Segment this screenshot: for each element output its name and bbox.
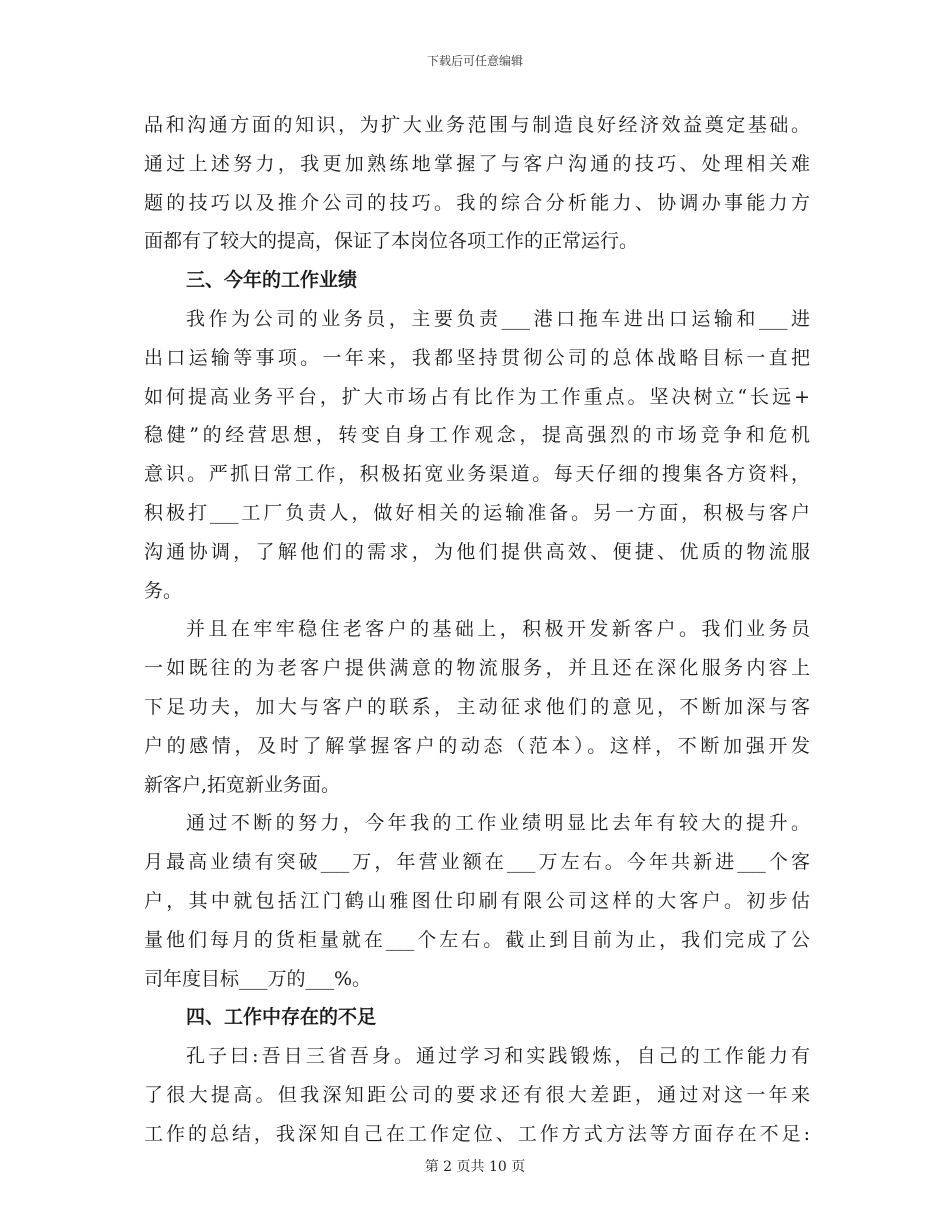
text-line: 稳健”的经营思想，转变自身工作观念，提高强烈的市场竞争和危机 xyxy=(144,424,810,447)
text-line: 题的技巧以及推介公司的技巧。我的综合分析能力、协调办事能力方 xyxy=(144,191,810,214)
text-line: 积极打___工厂负责人，做好相关的运输准备。另一方面，积极与客户 xyxy=(144,501,810,524)
text-line: 通过上述努力，我更加熟练地掌握了与客户沟通的技巧、处理相关难 xyxy=(144,152,810,175)
section-heading: 四、工作中存在的不足 xyxy=(186,1006,377,1029)
text-line: 月最高业绩有突破___万，年营业额在___万左右。今年共新进___个客 xyxy=(144,851,810,874)
text-line: 出口运输等事项。一年来，我都坚持贯彻公司的总体战略目标一直把 xyxy=(144,346,810,369)
text-line: 了很大提高。但我深知距公司的要求还有很大差距，通过对这一年来 xyxy=(144,1083,810,1106)
text-line: 如何提高业务平台，扩大市场占有比作为工作重点。坚决树立“长远+ xyxy=(144,385,810,408)
text-line: 品和沟通方面的知识，为扩大业务范围与制造良好经济效益奠定基础。 xyxy=(144,114,810,136)
text-line: 户的感情，及时了解掌握客户的动态（范本）。这样，不断加强开发 xyxy=(144,734,810,757)
text-line: 新客户,拓宽新业务面。 xyxy=(144,773,341,796)
text-line: 我作为公司的业务员，主要负责___港口拖车进出口运输和___进 xyxy=(186,307,810,330)
page-number: 第 2 页共 10 页 xyxy=(424,1159,526,1175)
section-heading: 三、今年的工作业绩 xyxy=(186,269,358,292)
text-line: 户，其中就包括江门鹤山雅图仕印刷有限公司这样的大客户。初步估 xyxy=(144,889,810,912)
text-line: 意识。严抓日常工作，积极拓宽业务渠道。每天仔细的搜集各方资料， xyxy=(144,463,810,486)
text-line: 一如既往的为老客户提供满意的物流服务，并且还在深化服务内容上 xyxy=(144,657,810,680)
text-line: 并且在牢牢稳住老客户的基础上，积极开发新客户。我们业务员 xyxy=(186,618,810,641)
text-line: 工作的总结，我深知自己在工作定位、工作方式方法等方面存在不足: xyxy=(144,1122,810,1145)
text-line: 量他们每月的货柜量就在___个左右。截止到目前为止，我们完成了公 xyxy=(144,928,810,951)
text-line: 务。 xyxy=(144,579,183,602)
text-line: 孔子曰:吾日三省吾身。通过学习和实践锻炼，自己的工作能力有 xyxy=(186,1045,810,1068)
document-body xyxy=(144,106,810,1154)
text-line: 通过不断的努力，今年我的工作业绩明显比去年有较大的提升。 xyxy=(186,812,810,835)
text-line: 沟通协调，了解他们的需求，为他们提供高效、便捷、优质的物流服 xyxy=(144,540,810,563)
text-line: 下足功夫，加大与客户的联系，主动征求他们的意见，不断加深与客 xyxy=(144,695,810,718)
page-header: 下载后可任意编辑 xyxy=(426,54,523,68)
text-line: 面都有了较大的提高，保证了本岗位各项工作的正常运行。 xyxy=(144,230,639,253)
text-line: 司年度目标___万的___%。 xyxy=(144,967,372,990)
